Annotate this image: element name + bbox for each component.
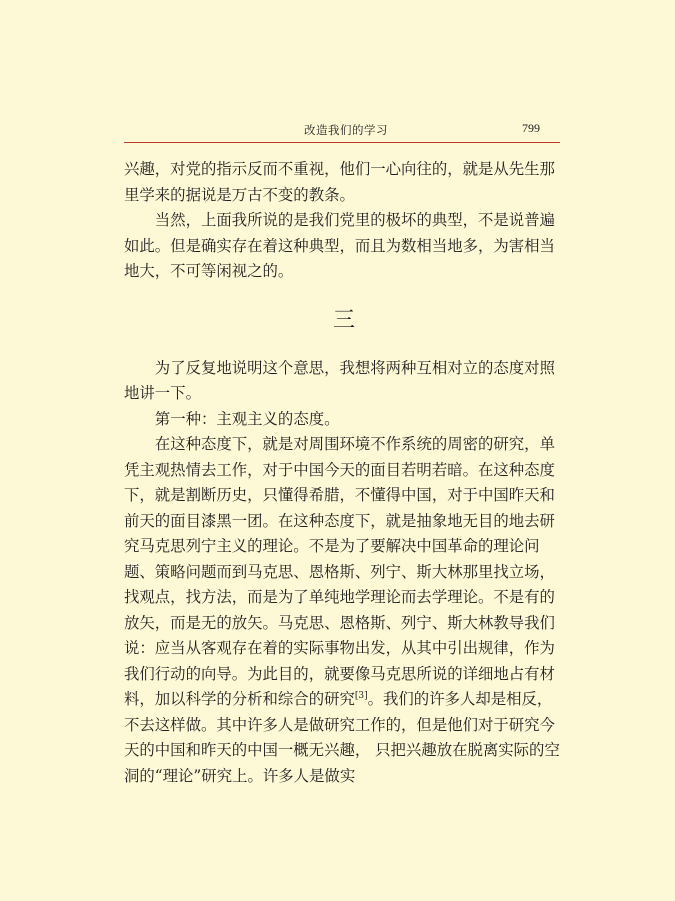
running-header: [124, 118, 560, 143]
section-heading: 三: [332, 307, 355, 333]
paragraph: 为了反复地说明这个意思，我想将两种互相对立的态度对照地讲一下。: [124, 358, 555, 402]
body-text: [124, 157, 564, 789]
paragraph-text: 。我们的许多人却是相反，不去这样做。其中许多人是做研究工作的，但是他们对于研究今天的中国和昨天的中国一概无兴趣， 只把兴趣放在脱离实际的空洞的“理论”研究上。许多人是做实: [124, 690, 560, 785]
paragraph: 第一种：主观主义的态度。: [154, 409, 340, 428]
running-title: 改造我们的学习: [304, 123, 388, 137]
page-number: 799: [522, 121, 540, 135]
footnote-marker[interactable]: [3]: [354, 690, 368, 701]
paragraph: 当然，上面我所说的是我们党里的极坏的典型，不是说普遍如此。但是确实存在着这种典型，而且为数相当地多，为害相当地大，不可等闲视之的。: [124, 211, 555, 280]
paragraph-continuation: 兴趣，对党的指示反而不重视，他们一心向往的，就是从先生那里学来的据说是万古不变的教条。: [124, 160, 555, 204]
paragraph-text: 在这种态度下，就是对周围环境不作系统的周密的研究，单凭主观热情去工作，对于中国今天的面目若明若暗。在这种态度下，就是割断历史，只懂得希腊，不懂得中国，对于中国昨天和前天的面目漆黑一团。在这种态度下，就是抽象地无目的地去研究马克思列宁主义的理论。不是为了要解决中国革命的理论问题、策略问题而到马克思、恩格斯、列宁、斯大林那里找立场，找观点，找方法，而是为了单纯地学理论而去学理论。不是有的放矢，而是无的放矢。马克思、恩格斯、列宁、斯大林教导我们说：应当从客观存在着的实际事物出发，从其中引出规律，作为我们行动的向导。为此目的，就要像马克思所说的详细地占有材料，加以科学的分析和综合的研究: [124, 435, 555, 708]
paragraph: [124, 432, 564, 789]
